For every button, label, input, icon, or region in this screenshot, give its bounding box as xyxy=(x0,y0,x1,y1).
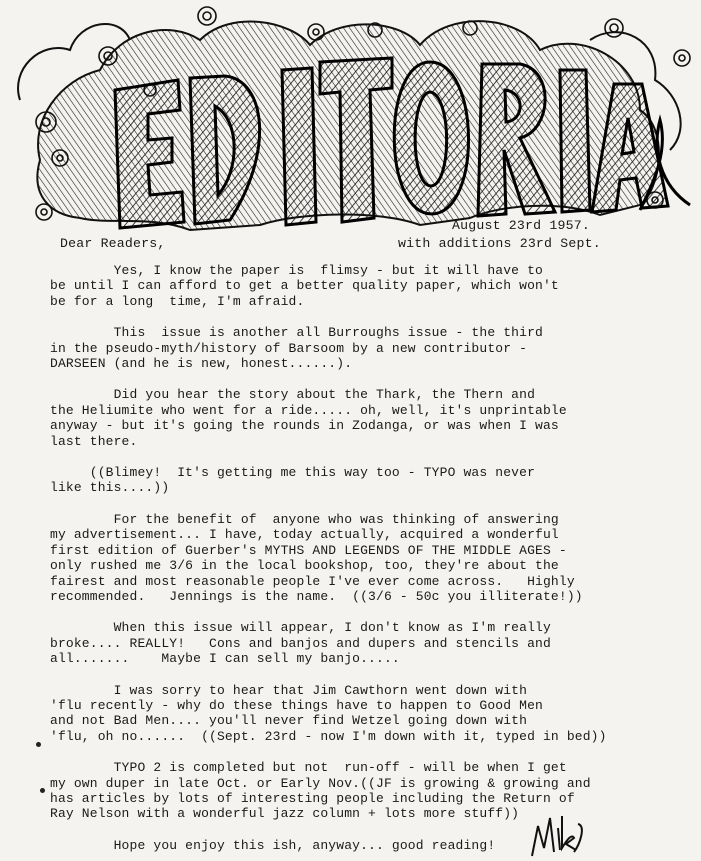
salutation: Dear Readers, xyxy=(60,236,166,251)
issue-date: August 23rd 1957. xyxy=(452,218,590,233)
signature xyxy=(528,808,588,860)
paragraph-typo-2: TYPO 2 is completed but not run-off - will be when I get my own duper in late Oct. or Early Nov.((JF is growing & growing and has articles by lots of interesting people including the Return of Ray Nelson with a wonderful jazz column + lots more stuff)) xyxy=(50,760,591,822)
closing-line: Hope you enjoy this ish, anyway... good reading! xyxy=(50,837,496,853)
paragraph-broke: When this issue will appear, I don't know as I'm really broke.... REALLY! Cons and banjos and dupers and stencils and all....... Maybe I can sell my banjo..... xyxy=(50,620,551,667)
paragraph-paper: Yes, I know the paper is flimsy - but it will have to be until I can afford to get a better quality paper, which won't be for a long time, I'm afraid. xyxy=(50,263,559,309)
margin-mark xyxy=(36,742,41,747)
paragraph-burroughs-issue: This issue is another all Burroughs issue - the third in the pseudo-myth/history of Barsoom by a new contributor - DARSEEN (and he is new, honest......). xyxy=(50,325,543,372)
additions-date: with additions 23rd Sept. xyxy=(398,236,601,251)
paragraph-thark-story: Did you hear the story about the Thark, the Thern and the Heliumite who went for a ride..... oh, well, it's unprintable anyway - but it's going the rounds in Zodanga, or was when I was last there. xyxy=(50,387,567,449)
editorial-banner xyxy=(0,0,701,250)
margin-mark xyxy=(40,788,45,793)
paragraph-flu: I was sorry to hear that Jim Cawthorn went down with 'flu recently - why do these things have to happen to Good Men and not Bad Men.... you'll never find Wetzel going down with 'flu, oh no...... ((Sept. 23rd - now I'm down with it, typed in bed)) xyxy=(50,682,607,744)
paragraph-blimey: ((Blimey! It's getting me this way too - TYPO was never like this....)) xyxy=(50,465,536,496)
editorial-body xyxy=(50,263,690,853)
paragraph-advertisement: For the benefit of anyone who was thinking of answering my advertisement... I have, today actually, acquired a wonderful first edition of Guerber's MYTHS AND LEGENDS OF THE MIDDLE AGES - only rushed me 3/6 in the local bookshop, too, they're about the fairest and most reasonable people I've ever come across. Highly recommended. Jennings is the name. ((3/6 - 50c you illiterate!)) xyxy=(50,511,583,604)
